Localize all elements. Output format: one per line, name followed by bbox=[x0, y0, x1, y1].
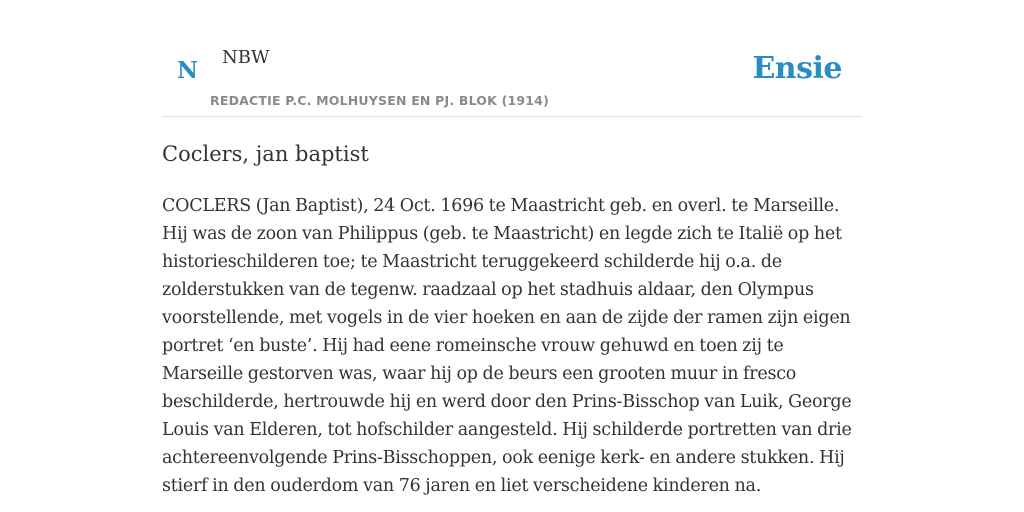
article-body: COCLERS (Jan Baptist), 24 Oct. 1696 te Maastricht geb. en overl. te Marseille. Hij was de zoon van Philippus (geb. te Maastricht) en legde zich te Italië op het historieschilderen toe; te Maastricht teruggekeerd schilderde hij o.a. de zolderstukken van de tegenw. raadzaal op het stadhuis aldaar, den Olympus voorstellende, met vogels in de vier hoeken en aan de zijde der ramen zijn eigen portret ‘en buste’. Hij had eene romeinsche vrouw gehuwd en toen zij te Marseille gestorven was, waar hij op de beurs een grooten muur in fresco beschilderde, hertrouwde hij en werd door den Prins-Bisschop van Luik, George Louis van Elderen, tot hofschilder aangesteld. Hij schilderde portretten van drie achtereenvolgende Prins-Bisschoppen, ook eenige kerk- en andere stukken. Hij stierf in den ouderdom van 76 jaren en liet verscheidene kinderen na. bbox=[162, 196, 852, 496]
article-title: Coclers, jan baptist bbox=[162, 142, 369, 166]
source-header bbox=[162, 0, 862, 117]
ensie-logo[interactable]: Ensie bbox=[752, 51, 842, 86]
source-subtitle: REDACTIE P.C. MOLHUYSEN EN PJ. BLOK (1914) bbox=[210, 93, 549, 108]
source-name[interactable]: NBW bbox=[222, 47, 270, 68]
source-logo[interactable]: N bbox=[177, 57, 199, 84]
